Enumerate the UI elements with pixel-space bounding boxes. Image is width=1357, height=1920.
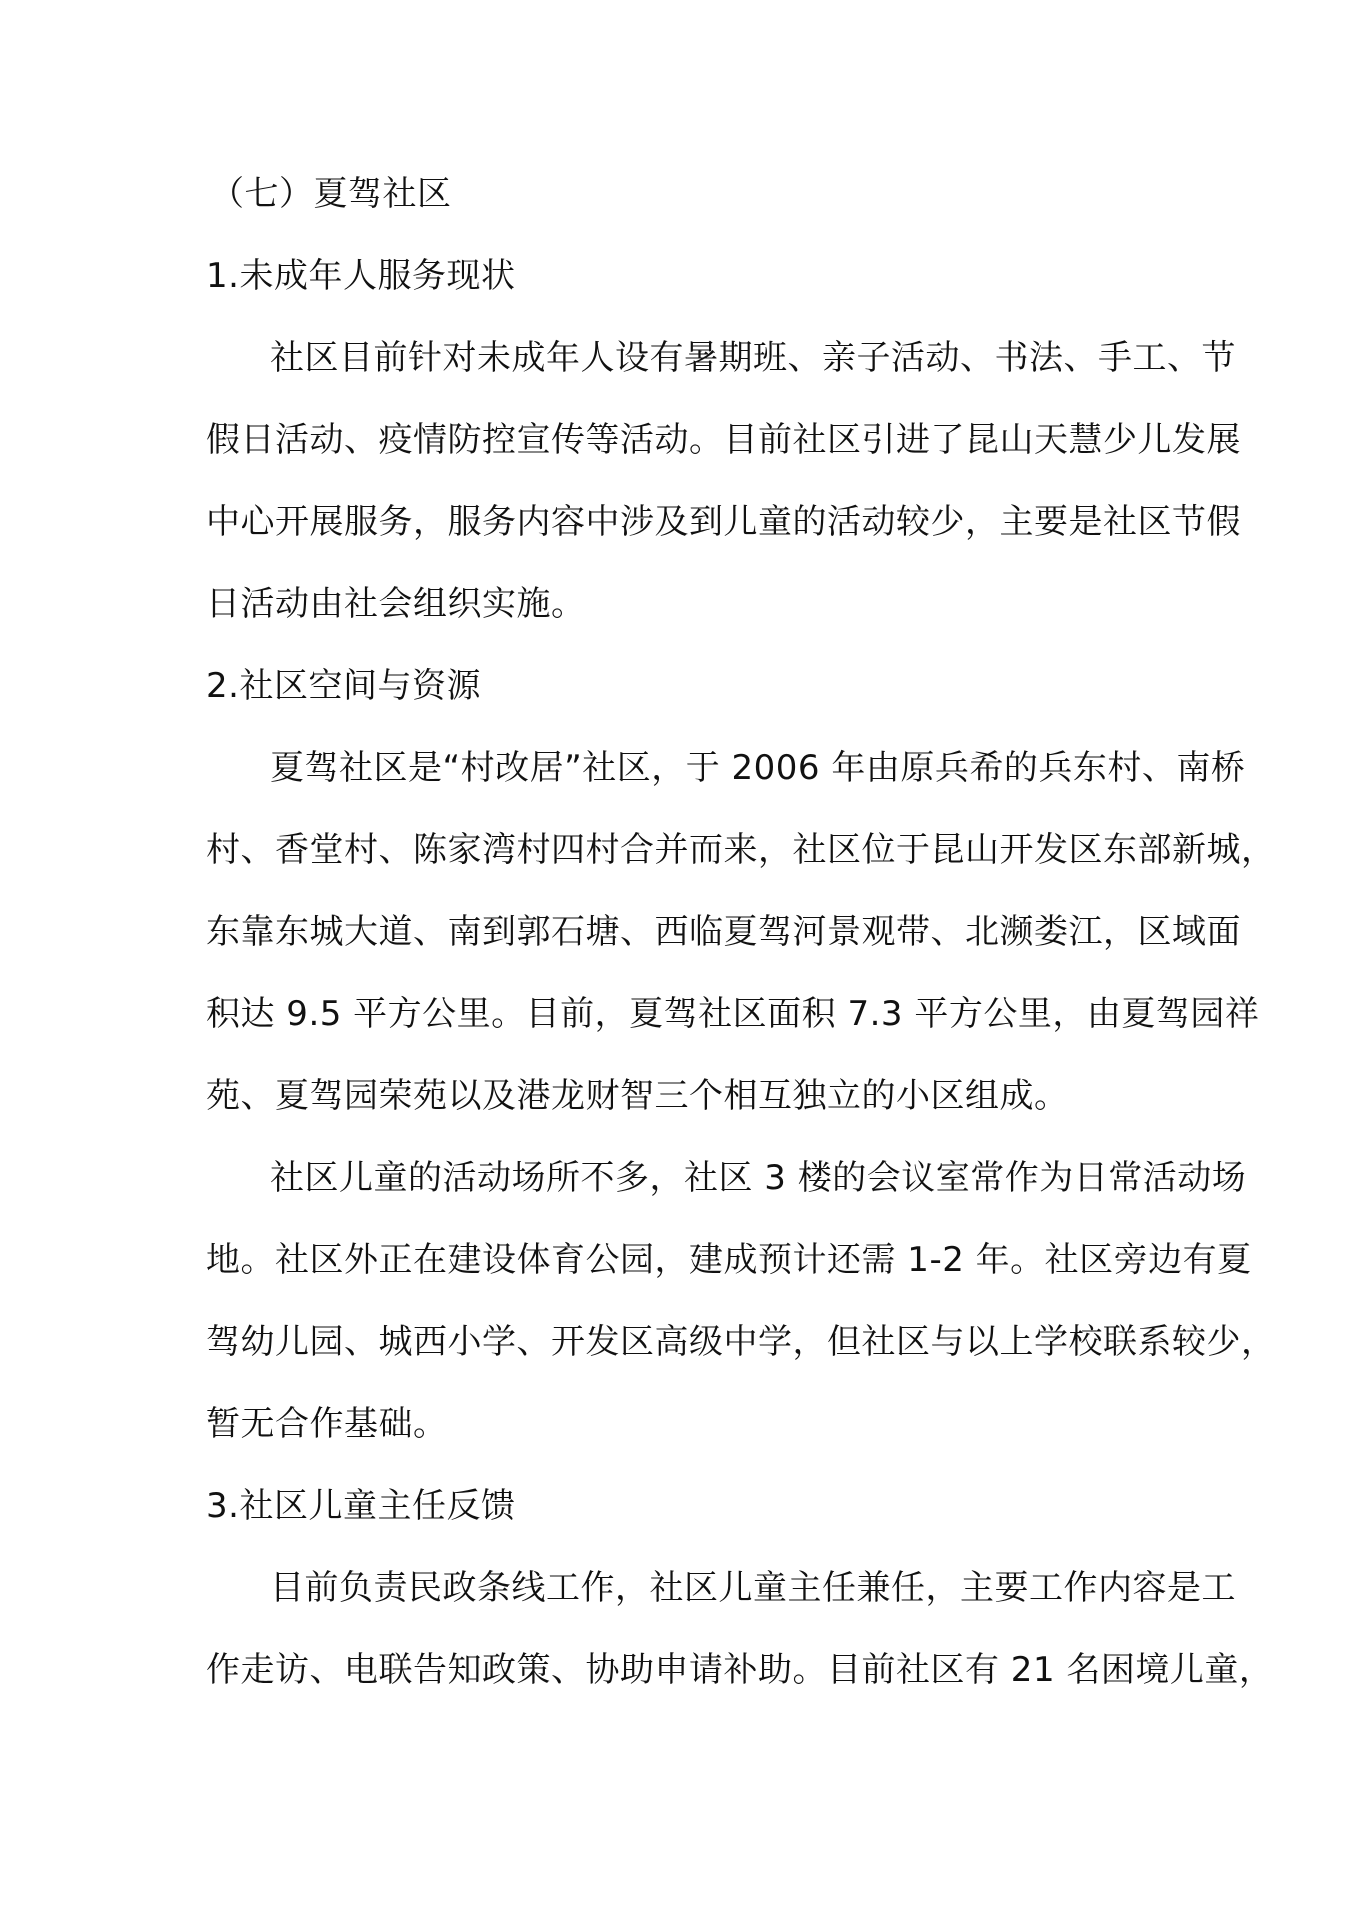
subsection-title-3: 3.社区儿童主任反馈 (206, 1486, 516, 1526)
paragraph-2-line-5: 苑、夏驾园荣苑以及港龙财智三个相互独立的小区组成。 (206, 1076, 1069, 1116)
paragraph-1-line-1: 社区目前针对未成年人设有暑期班、亲子活动、书法、手工、节 (270, 338, 1236, 378)
section-title: （七）夏驾社区 (210, 174, 452, 214)
paragraph-2-line-2: 村、香堂村、陈家湾村四村合并而来，社区位于昆山开发区东部新城， (206, 830, 1276, 870)
paragraph-3-line-4: 暂无合作基础。 (206, 1404, 448, 1444)
paragraph-3-line-2: 地。社区外正在建设体育公园，建成预计还需 1-2 年。社区旁边有夏 (206, 1240, 1252, 1280)
paragraph-2-line-1: 夏驾社区是“村改居”社区，于 2006 年由原兵希的兵东村、南桥 (270, 748, 1246, 788)
paragraph-2-line-3: 东靠东城大道、南到郭石塘、西临夏驾河景观带、北濒娄江，区域面 (206, 912, 1241, 952)
paragraph-3-line-1: 社区儿童的活动场所不多，社区 3 楼的会议室常作为日常活动场 (270, 1158, 1247, 1198)
paragraph-2-line-4: 积达 9.5 平方公里。目前，夏驾社区面积 7.3 平方公里，由夏驾园祥 (206, 994, 1260, 1034)
paragraph-1-line-4: 日活动由社会组织实施。 (206, 584, 586, 624)
subsection-title-1: 1.未成年人服务现状 (206, 256, 516, 296)
subsection-title-2: 2.社区空间与资源 (206, 666, 481, 706)
paragraph-1-line-2: 假日活动、疫情防控宣传等活动。目前社区引进了昆山天慧少儿发展 (206, 420, 1241, 460)
paragraph-4-line-2: 作走访、电联告知政策、协助申请补助。目前社区有 21 名困境儿童， (206, 1650, 1274, 1690)
paragraph-1-line-3: 中心开展服务，服务内容中涉及到儿童的活动较少，主要是社区节假 (206, 502, 1241, 542)
paragraph-3-line-3: 驾幼儿园、城西小学、开发区高级中学，但社区与以上学校联系较少， (206, 1322, 1276, 1362)
paragraph-4-line-1: 目前负责民政条线工作，社区儿童主任兼任，主要工作内容是工 (270, 1568, 1236, 1608)
